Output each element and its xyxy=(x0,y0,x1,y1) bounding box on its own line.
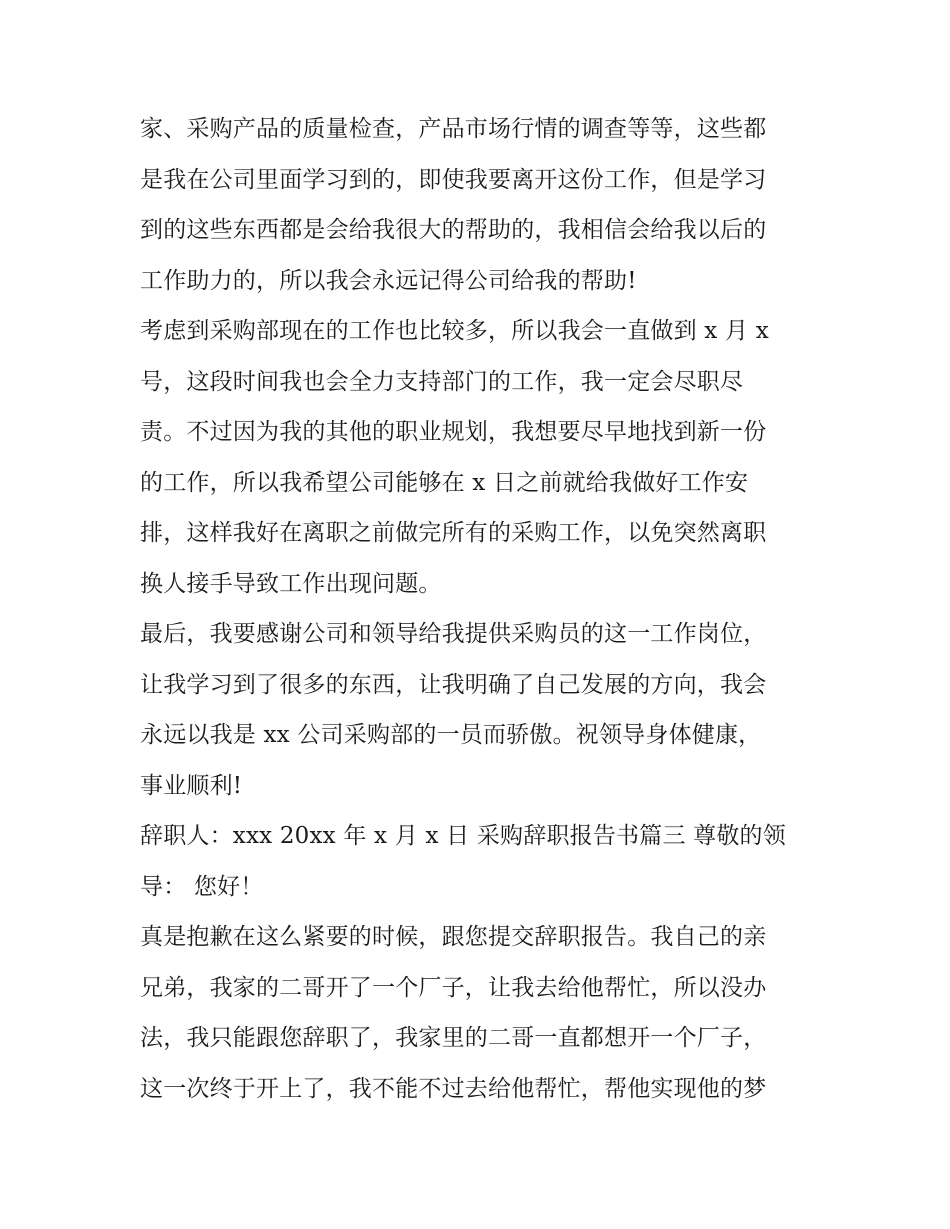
text-line: 家、采购产品的质量检查，产品市场行情的调查等等，这些都 xyxy=(140,116,767,142)
text-line: 考虑到采购部现在的工作也比较多，所以我会一直做到 x 月 x xyxy=(140,318,769,344)
text-line: 这一次终于开上了，我不能不过去给他帮忙，帮他实现他的梦 xyxy=(140,1075,767,1102)
text-line: 真是抱歉在这么紧要的时候，跟您提交辞职报告。我自己的亲 xyxy=(140,924,767,950)
text-line: 法，我只能跟您辞职了，我家里的二哥一直都想开一个厂子， xyxy=(140,1025,767,1051)
text-line: 工作助力的，所以我会永远记得公司给我的帮助! xyxy=(140,267,637,294)
text-line: 让我学习到了很多的东西，让我明确了自己发展的方向，我会 xyxy=(140,671,767,698)
text-line: 永远以我是 xx 公司采购部的一员而骄傲。祝领导身体健康， xyxy=(140,722,762,748)
text-line: 导： 您好！ xyxy=(140,873,264,900)
text-line: 事业顺利! xyxy=(140,772,243,799)
text-line: 排，这样我好在离职之前做完所有的采购工作，以免突然离职 xyxy=(140,520,767,546)
text-line: 是我在公司里面学习到的，即使我要离开这份工作，但是学习 xyxy=(140,166,767,193)
text-line: 兄弟，我家的二哥开了一个厂子，让我去给他帮忙，所以没办 xyxy=(140,974,767,1001)
text-line: 辞职人：xxx 20xx 年 x 月 x 日 采购辞职报告书篇三 尊敬的领 xyxy=(140,823,786,849)
text-line: 号，这段时间我也会全力支持部门的工作，我一定会尽职尽 xyxy=(140,368,744,395)
document-body xyxy=(140,104,815,1114)
text-line: 换人接手导致工作出现问题。 xyxy=(140,570,442,597)
text-line: 责。不过因为我的其他的职业规划，我想要尽早地找到新一份 xyxy=(140,419,767,445)
text-line: 的工作，所以我希望公司能够在 x 日之前就给我做好工作安 xyxy=(140,469,749,496)
text-line: 到的这些东西都是会给我很大的帮助的，我相信会给我以后的 xyxy=(140,217,767,243)
text-line: 最后，我要感谢公司和领导给我提供采购员的这一工作岗位， xyxy=(140,621,767,647)
